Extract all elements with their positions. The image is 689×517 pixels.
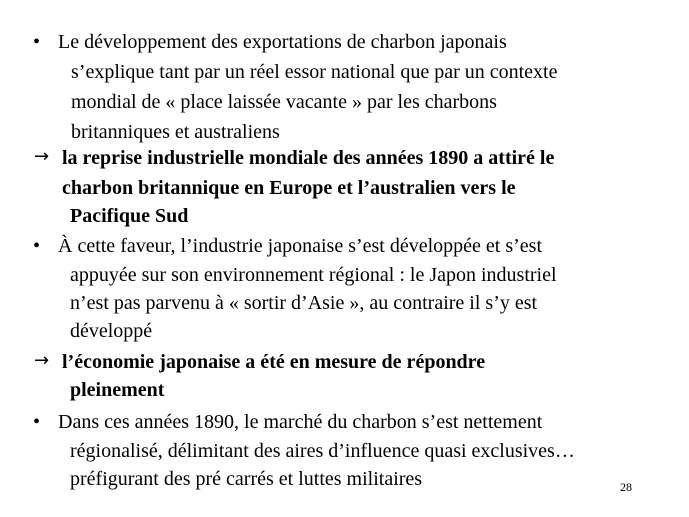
bullet-text-line: développé <box>70 320 153 342</box>
bullet-text-line: régionalisé, délimitant des aires d’influence quasi exclusives… <box>70 440 575 462</box>
bullet-text-line: mondial de « place laissée vacante » par les charbons <box>71 91 497 113</box>
arrow-text-line: pleinement <box>70 379 165 401</box>
arrow-text-line: Pacifique Sud <box>70 205 189 227</box>
bullet-text-line: préfigurant des pré carrés et luttes militaires <box>70 468 423 490</box>
bullet-marker: • <box>33 235 41 257</box>
right-arrow-icon: → <box>34 146 50 167</box>
bullet-text-line: Le développement des exportations de charbon japonais <box>58 31 507 53</box>
bullet-text-line: s’explique tant par un réel essor national que par un contexte <box>71 61 558 83</box>
right-arrow-icon: → <box>34 350 50 371</box>
bullet-marker: • <box>33 411 41 433</box>
bullet-marker: • <box>33 31 41 53</box>
bullet-text-line: À cette faveur, l’industrie japonaise s’est développée et s’est <box>58 235 543 257</box>
page-number: 28 <box>620 480 632 494</box>
bullet-text-line: appuyée sur son environnement régional : le Japon industriel <box>70 264 557 286</box>
arrow-text-line: charbon britannique en Europe et l’australien vers le <box>62 177 516 199</box>
bullet-text-line: n’est pas parvenu à « sortir d’Asie », au contraire il s’y est <box>70 292 538 314</box>
bullet-text-line: Dans ces années 1890, le marché du charbon s’est nettement <box>58 411 543 433</box>
arrow-text-line: l’économie japonaise a été en mesure de répondre <box>62 351 486 373</box>
bullet-text-line: britanniques et australiens <box>71 121 280 143</box>
arrow-text-line: la reprise industrielle mondiale des années 1890 a attiré le <box>62 147 555 169</box>
